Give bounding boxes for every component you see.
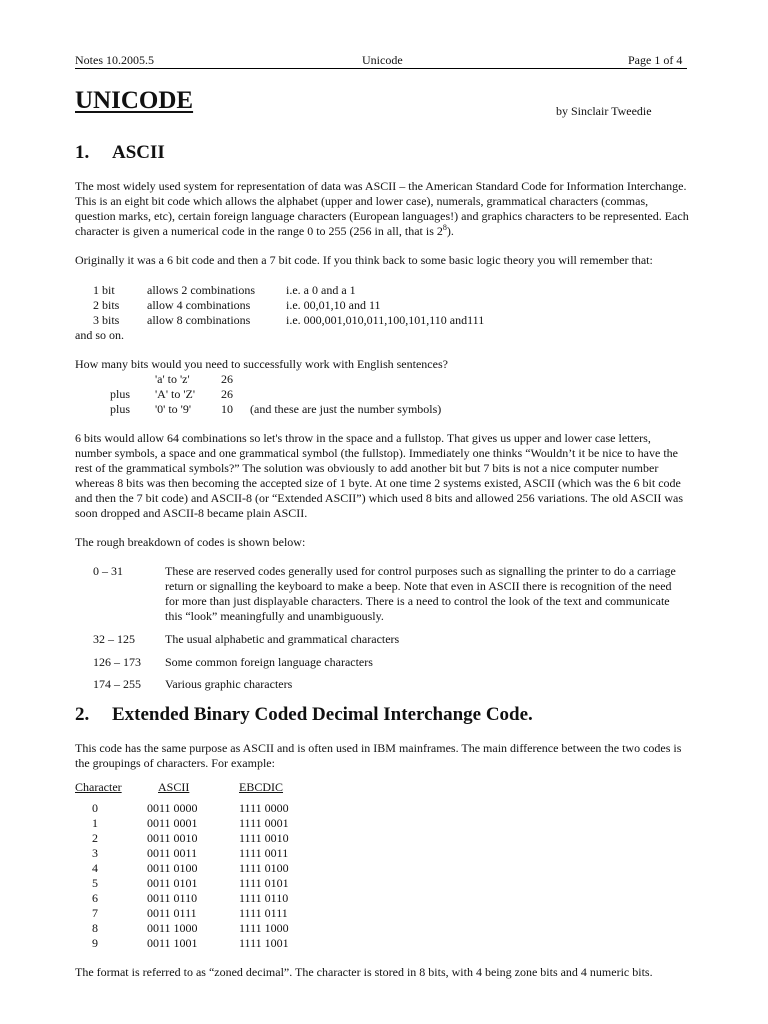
section1-paragraph-1: The most widely used system for representation of data was ASCII – the American Standard Code for Information Interchange. This is an eight bit code which allows the alphabet (upper and lower case), numerals, grammatical characters (commas, question marks, etc), certain foreign language characters (European languages!) and graphics characters to be represented. Each character is given a numerical code in the range 0 to 255 (256 in all, that is $2^8$). (75, 179, 689, 238)
table-cell-ebcdic: 1111 0001 (239, 816, 289, 830)
count-row-range: 'a' to 'z' (155, 372, 190, 386)
author: by Sinclair Tweedie (556, 104, 652, 118)
code-range: 174 – 255 (93, 677, 141, 691)
table-cell-char: 1 (92, 816, 98, 830)
header-right: Page 1 of 4 (628, 53, 683, 67)
bits-row-label: 1 bit (93, 283, 115, 297)
table-cell-ascii: 0011 0011 (147, 846, 198, 860)
table-cell-ebcdic: 1111 1000 (239, 921, 289, 935)
bits-row-ie: i.e. 000,001,010,011,100,101,110 and111 (286, 313, 485, 327)
table-cell-char: 8 (92, 921, 98, 935)
table-header-character: Character (75, 780, 122, 794)
header-rule (75, 68, 687, 69)
page-title: UNICODE (75, 87, 194, 114)
table-cell-ascii: 0011 0110 (147, 891, 198, 905)
section1-paragraph-4: 6 bits would allow 64 combinations so let's throw in the space and a fullstop. That gives us upper and lower case letters, number symbols, a space and one grammatical symbol (the fullstop). Immediately one thinks “Wouldn’t it be nice to have the rest of the grammatical symbols?” The solution was obviously to add another bit but 7 bits is not a nice computer number whereas 8 bits was then becoming the accepted size of 1 byte. At one time 2 systems existed, ASCII (which was the 6 bit code and then the 7 bit code) and ASCII-8 (or “Extended ASCII”) which used 8 bits and allowed 256 variations. The old ASCII was soon dropped and ASCII-8 became plain ASCII. (75, 431, 683, 520)
code-range: 126 – 173 (93, 655, 141, 669)
table-cell-ascii: 0011 0101 (147, 876, 198, 890)
section2-heading: Extended Binary Coded Decimal Interchange Code. (112, 704, 533, 725)
code-range: 0 – 31 (93, 564, 123, 578)
table-header-ebcdic: EBCDIC (239, 780, 284, 794)
count-row-plus: plus (110, 402, 131, 416)
bits-row-allow: allow 8 combinations (147, 313, 251, 327)
section2-paragraph-1: This code has the same purpose as ASCII and is often used in IBM mainframes. The main difference between the two codes is the groupings of characters. For example: (75, 741, 682, 770)
table-cell-ebcdic: 1111 0000 (239, 801, 289, 815)
code-range-desc: Various graphic characters (165, 677, 293, 691)
header-left: Notes 10.2005.5 (75, 53, 154, 67)
table-cell-char: 3 (92, 846, 98, 860)
code-range-desc: The usual alphabetic and grammatical characters (165, 632, 400, 646)
table-cell-char: 9 (92, 936, 98, 950)
table-cell-char: 0 (92, 801, 98, 815)
and-so-on: and so on. (75, 328, 124, 342)
section2-paragraph-2: The format is referred to as “zoned decimal”. The character is stored in 8 bits, with 4 being zone bits and 4 numeric bits. (75, 965, 653, 979)
bits-row-allow: allows 2 combinations (147, 283, 255, 297)
table-cell-ascii: 0011 0100 (147, 861, 198, 875)
code-range: 32 – 125 (93, 632, 135, 646)
count-row-range: '0' to '9' (155, 402, 191, 416)
bits-row-ie: i.e. a 0 and a 1 (286, 283, 356, 297)
count-row-count: 26 (221, 387, 233, 401)
code-range-desc: These are reserved codes generally used for control purposes such as signalling the printer to do a carriage return or signalling the keyboard to make a beep. Note that even in ASCII there is recognition of the need for more than just displayable characters. There is a need to control the look of the text and communicate this “look” meaningfully and unambiguously. (165, 564, 676, 623)
count-row-plus: plus (110, 387, 131, 401)
count-row-count: 10 (221, 402, 233, 416)
table-cell-ebcdic: 1111 0010 (239, 831, 289, 845)
table-cell-ascii: 0011 1000 (147, 921, 198, 935)
table-cell-ebcdic: 1111 1001 (239, 936, 289, 950)
section2-number: 2. (75, 704, 90, 725)
header-center: Unicode (362, 53, 403, 67)
bits-row-label: 3 bits (93, 313, 120, 327)
table-header-ascii: ASCII (158, 780, 190, 794)
table-cell-ebcdic: 1111 0100 (239, 861, 289, 875)
section1-paragraph-2: Originally it was a 6 bit code and then a 7 bit code. If you think back to some basic logic theory you will remember that: (75, 253, 653, 267)
bits-row-label: 2 bits (93, 298, 120, 312)
count-row-count: 26 (221, 372, 233, 386)
table-cell-ascii: 0011 1001 (147, 936, 198, 950)
table-cell-ebcdic: 1111 0011 (239, 846, 289, 860)
table-cell-ascii: 0011 0111 (147, 906, 197, 920)
table-cell-ascii: 0011 0010 (147, 831, 198, 845)
table-cell-char: 5 (92, 876, 98, 890)
table-cell-char: 2 (92, 831, 98, 845)
count-row-note: (and these are just the number symbols) (250, 402, 442, 416)
bits-row-ie: i.e. 00,01,10 and 11 (286, 298, 381, 312)
table-cell-char: 6 (92, 891, 98, 905)
table-cell-char: 4 (92, 861, 98, 875)
section1-paragraph-5: The rough breakdown of codes is shown below: (75, 535, 306, 549)
table-cell-ascii: 0011 0000 (147, 801, 198, 815)
table-cell-char: 7 (92, 906, 98, 920)
section1-number: 1. (75, 142, 90, 163)
section1-heading: ASCII (112, 142, 165, 163)
bits-row-allow: allow 4 combinations (147, 298, 251, 312)
table-cell-ebcdic: 1111 0110 (239, 891, 289, 905)
section1-paragraph-3: How many bits would you need to successfully work with English sentences? (75, 357, 448, 371)
code-range-desc: Some common foreign language characters (165, 655, 373, 669)
table-cell-ebcdic: 1111 0101 (239, 876, 289, 890)
table-cell-ebcdic: 1111 0111 (239, 906, 288, 920)
table-cell-ascii: 0011 0001 (147, 816, 198, 830)
count-row-range: 'A' to 'Z' (155, 387, 195, 401)
